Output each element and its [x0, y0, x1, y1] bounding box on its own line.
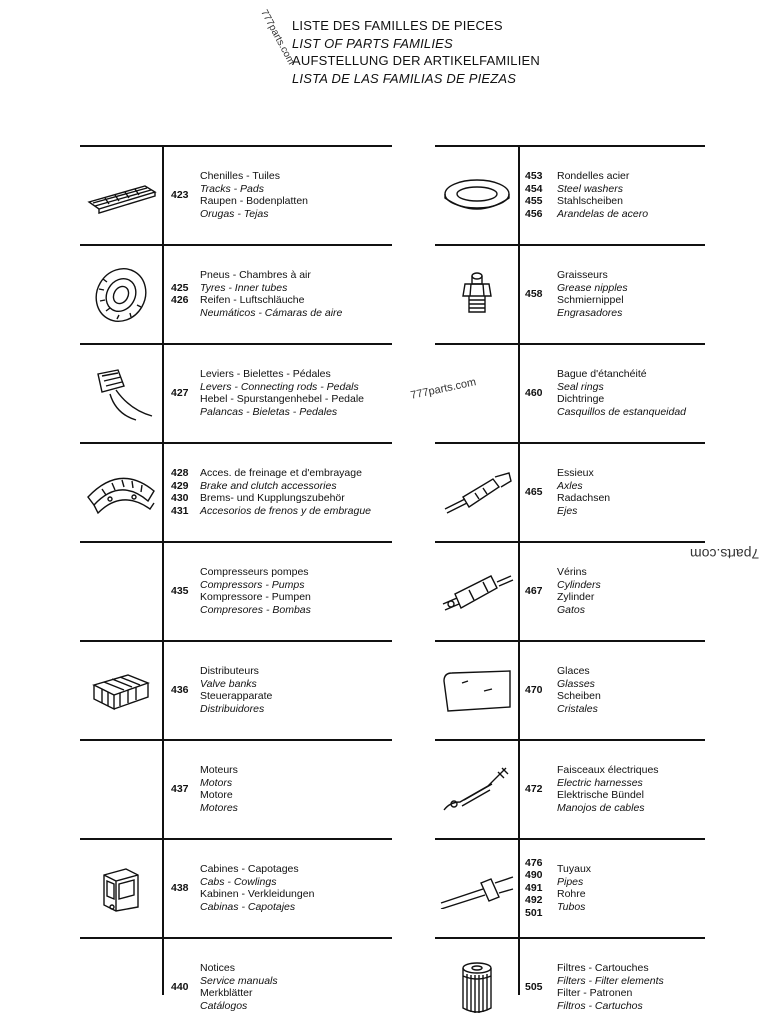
family-codes	[171, 282, 189, 307]
name-en: Cylinders	[557, 578, 601, 591]
family-code: 436	[171, 683, 189, 696]
name-de: Stahlscheiben	[557, 195, 623, 208]
family-code: 435	[171, 584, 189, 597]
name-de: Schmiernippel	[557, 294, 624, 307]
name-en: Seal rings	[557, 380, 604, 393]
name-de: Kabinen - Verkleidungen	[200, 888, 315, 901]
family-row-460[interactable]	[435, 343, 705, 442]
family-illustration	[435, 741, 518, 838]
family-illustration	[80, 741, 162, 838]
name-fr: Moteurs	[200, 764, 238, 776]
name-en: Steel washers	[557, 182, 623, 195]
track-pads-icon	[85, 176, 157, 216]
family-code: 470	[525, 683, 543, 696]
name-fr: Graisseurs	[557, 269, 608, 281]
family-code: 437	[171, 782, 189, 795]
name-de: Kompressore - Pumpen	[200, 591, 311, 604]
family-code: 458	[525, 287, 543, 300]
family-codes	[171, 467, 189, 517]
family-code: 456	[525, 207, 543, 220]
family-names	[200, 368, 364, 418]
page-header	[292, 17, 540, 87]
name-en: Levers - Connecting rods - Pedals	[200, 380, 359, 393]
pipe-icon	[439, 869, 515, 909]
name-es: Cristales	[557, 702, 598, 715]
name-de: Elektrische Bündel	[557, 789, 644, 802]
name-fr: Essieux	[557, 467, 594, 479]
name-es: Tubos	[557, 900, 586, 913]
name-en: Filters - Filter elements	[557, 974, 664, 987]
watermark: 777parts.com	[258, 8, 297, 67]
name-fr: Pneus - Chambres à air	[200, 269, 311, 281]
valve-bank-icon	[88, 669, 154, 713]
name-en: Tracks - Pads	[200, 182, 264, 195]
family-code: 428	[171, 467, 189, 479]
name-de: Hebel - Spurstangenhebel - Pedale	[200, 393, 365, 406]
family-names	[557, 368, 686, 418]
name-es: Palancas - Bieletas - Pedales	[200, 405, 338, 418]
family-illustration	[435, 939, 518, 1036]
family-codes	[171, 981, 189, 994]
family-row-428[interactable]	[80, 442, 392, 541]
family-row-458[interactable]	[435, 244, 705, 343]
title-es: LISTA DE LAS FAMILIAS DE PIEZAS	[292, 70, 517, 86]
name-fr: Acces. de freinage et d'embrayage	[200, 467, 362, 479]
name-de: Rohre	[557, 888, 586, 901]
family-names	[200, 764, 238, 814]
family-code: 455	[525, 195, 543, 207]
name-en: Service manuals	[200, 974, 278, 987]
name-de: Filter - Patronen	[557, 987, 633, 1000]
name-es: Arandelas de acero	[557, 207, 649, 220]
family-code: 427	[171, 386, 189, 399]
family-code: 460	[525, 386, 543, 399]
washer-icon	[441, 176, 513, 216]
family-code: 431	[171, 504, 189, 517]
name-fr: Notices	[200, 962, 236, 974]
name-de: Reifen - Luftschläuche	[200, 294, 305, 307]
family-codes	[525, 288, 543, 301]
family-code: 453	[525, 170, 543, 182]
family-illustration	[80, 840, 162, 937]
family-code: 440	[171, 980, 189, 993]
name-fr: Faisceaux électriques	[557, 764, 659, 776]
name-en: Valve banks	[200, 677, 257, 690]
family-row-505[interactable]	[435, 937, 705, 1036]
family-code: 454	[525, 182, 543, 195]
family-codes	[171, 684, 189, 697]
family-row-472[interactable]	[435, 739, 705, 838]
family-code: 472	[525, 782, 543, 795]
name-fr: Distributeurs	[200, 665, 259, 677]
name-de: Radachsen	[557, 492, 611, 505]
cab-icon	[98, 865, 144, 913]
family-names	[557, 467, 610, 517]
family-code: 423	[171, 188, 189, 201]
name-en: Cabs - Cowlings	[200, 875, 277, 888]
family-row-437[interactable]	[80, 739, 392, 838]
name-de: Zylinder	[557, 591, 595, 604]
name-fr: Chenilles - Tuiles	[200, 170, 280, 182]
family-names	[200, 962, 278, 1012]
name-es: Accesorios de frenos y de embrague	[200, 504, 372, 517]
name-fr: Glaces	[557, 665, 590, 677]
family-code: 492	[525, 894, 543, 907]
family-row-427[interactable]	[80, 343, 392, 442]
name-de: Steuerapparate	[200, 690, 273, 703]
name-es: Neumáticos - Cámaras de aire	[200, 306, 343, 319]
family-names	[200, 566, 311, 616]
name-es: Gatos	[557, 603, 586, 616]
family-illustration	[80, 444, 162, 541]
title-en: LIST OF PARTS FAMILIES	[292, 35, 453, 51]
name-en: Compressors - Pumps	[200, 578, 305, 591]
name-fr: Tuyaux	[557, 863, 592, 875]
family-names	[557, 962, 664, 1012]
name-en: Grease nipples	[557, 281, 628, 294]
name-de: Merkblätter	[200, 987, 253, 1000]
family-codes	[525, 486, 543, 499]
glass-pane-icon	[440, 669, 514, 713]
name-de: Scheiben	[557, 690, 601, 703]
family-row-476[interactable]	[435, 838, 705, 937]
family-code: 467	[525, 584, 543, 597]
family-names	[200, 170, 308, 220]
family-illustration	[80, 939, 162, 1036]
name-en: Glasses	[557, 677, 595, 690]
family-codes	[525, 981, 543, 994]
parts-families-right-column	[435, 145, 705, 1036]
watermark: 777parts.com	[409, 376, 478, 402]
family-codes	[171, 387, 189, 400]
family-code: 490	[525, 869, 543, 882]
name-es: Engrasadores	[557, 306, 623, 319]
family-illustration	[80, 147, 162, 244]
family-names	[200, 269, 342, 319]
tyre-icon	[91, 265, 151, 325]
family-row-436[interactable]	[80, 640, 392, 739]
family-code: 426	[171, 294, 189, 306]
family-illustration	[435, 543, 518, 640]
family-illustration	[435, 345, 518, 442]
family-names	[557, 566, 601, 616]
family-codes	[171, 585, 189, 598]
family-row-453[interactable]	[435, 145, 705, 244]
name-en: Axles	[557, 479, 583, 492]
name-en: Electric harnesses	[557, 776, 643, 789]
family-code: 505	[525, 980, 543, 993]
name-de: Motore	[200, 789, 233, 802]
family-names	[557, 269, 628, 319]
family-illustration	[435, 444, 518, 541]
watermark: 7parts.com	[690, 546, 760, 562]
name-es: Orugas - Tejas	[200, 207, 269, 220]
family-codes	[525, 857, 543, 920]
name-fr: Cabines - Capotages	[200, 863, 299, 875]
family-names	[557, 764, 659, 814]
name-es: Distribuidores	[200, 702, 265, 715]
family-row-467[interactable]	[435, 541, 705, 640]
axle-icon	[439, 471, 515, 515]
family-row-435[interactable]	[80, 541, 392, 640]
family-row-470[interactable]	[435, 640, 705, 739]
family-names	[200, 467, 371, 517]
name-fr: Vérins	[557, 566, 587, 578]
family-row-465[interactable]	[435, 442, 705, 541]
name-fr: Leviers - Bielettes - Pédales	[200, 368, 331, 380]
family-names	[200, 665, 272, 715]
family-illustration	[435, 642, 518, 739]
family-illustration	[80, 345, 162, 442]
family-row-440[interactable]	[80, 937, 392, 1036]
family-names	[557, 170, 648, 220]
name-fr: Filtres - Cartouches	[557, 962, 649, 974]
name-de: Brems- und Kupplungszubehör	[200, 492, 345, 505]
family-code: 438	[171, 881, 189, 894]
brake-shoe-icon	[84, 467, 158, 519]
name-fr: Rondelles acier	[557, 170, 630, 182]
name-es: Catálogos	[200, 999, 248, 1012]
name-es: Ejes	[557, 504, 578, 517]
family-names	[557, 863, 591, 913]
family-illustration	[435, 246, 518, 343]
parts-families-left-column	[80, 145, 392, 1036]
family-code: 430	[171, 492, 189, 504]
name-fr: Bague d'étanchéité	[557, 368, 647, 380]
family-codes	[171, 783, 189, 796]
family-row-425[interactable]	[80, 244, 392, 343]
grease-nipple-icon	[457, 270, 497, 320]
family-illustration	[80, 246, 162, 343]
family-code: 429	[171, 479, 189, 492]
name-es: Motores	[200, 801, 238, 814]
name-es: Compresores - Bombas	[200, 603, 311, 616]
name-de: Raupen - Bodenplatten	[200, 195, 308, 208]
name-es: Casquillos de estanqueidad	[557, 405, 687, 418]
title-de: AUFSTELLUNG DER ARTIKELFAMILIEN	[292, 53, 540, 68]
wiring-harness-icon	[440, 764, 514, 816]
family-names	[200, 863, 314, 913]
name-de: Dichtringe	[557, 393, 605, 406]
family-code: 491	[525, 881, 543, 894]
family-codes	[525, 585, 543, 598]
family-code: 425	[171, 281, 189, 294]
family-illustration	[435, 147, 518, 244]
family-code: 465	[525, 485, 543, 498]
name-en: Pipes	[557, 875, 584, 888]
cylinder-icon	[439, 570, 515, 614]
name-es: Manojos de cables	[557, 801, 645, 814]
family-codes	[171, 882, 189, 895]
name-en: Tyres - Inner tubes	[200, 281, 288, 294]
title-fr: LISTE DES FAMILLES DE PIECES	[292, 18, 503, 33]
name-en: Motors	[200, 776, 233, 789]
family-row-438[interactable]	[80, 838, 392, 937]
name-es: Filtros - Cartuchos	[557, 999, 643, 1012]
family-illustration	[80, 642, 162, 739]
family-row-423[interactable]	[80, 145, 392, 244]
name-en: Brake and clutch accessories	[200, 479, 337, 492]
name-fr: Compresseurs pompes	[200, 566, 309, 578]
family-illustration	[80, 543, 162, 640]
family-codes	[171, 189, 189, 202]
family-illustration	[435, 840, 518, 937]
family-codes	[525, 684, 543, 697]
family-names	[557, 665, 601, 715]
family-codes	[525, 783, 543, 796]
family-code: 476	[525, 856, 543, 869]
family-codes	[525, 387, 543, 400]
name-es: Cabinas - Capotajes	[200, 900, 296, 913]
family-codes	[525, 170, 543, 220]
pedal-lever-icon	[86, 364, 156, 424]
filter-cartridge-icon	[455, 960, 499, 1016]
family-code: 501	[525, 906, 543, 919]
